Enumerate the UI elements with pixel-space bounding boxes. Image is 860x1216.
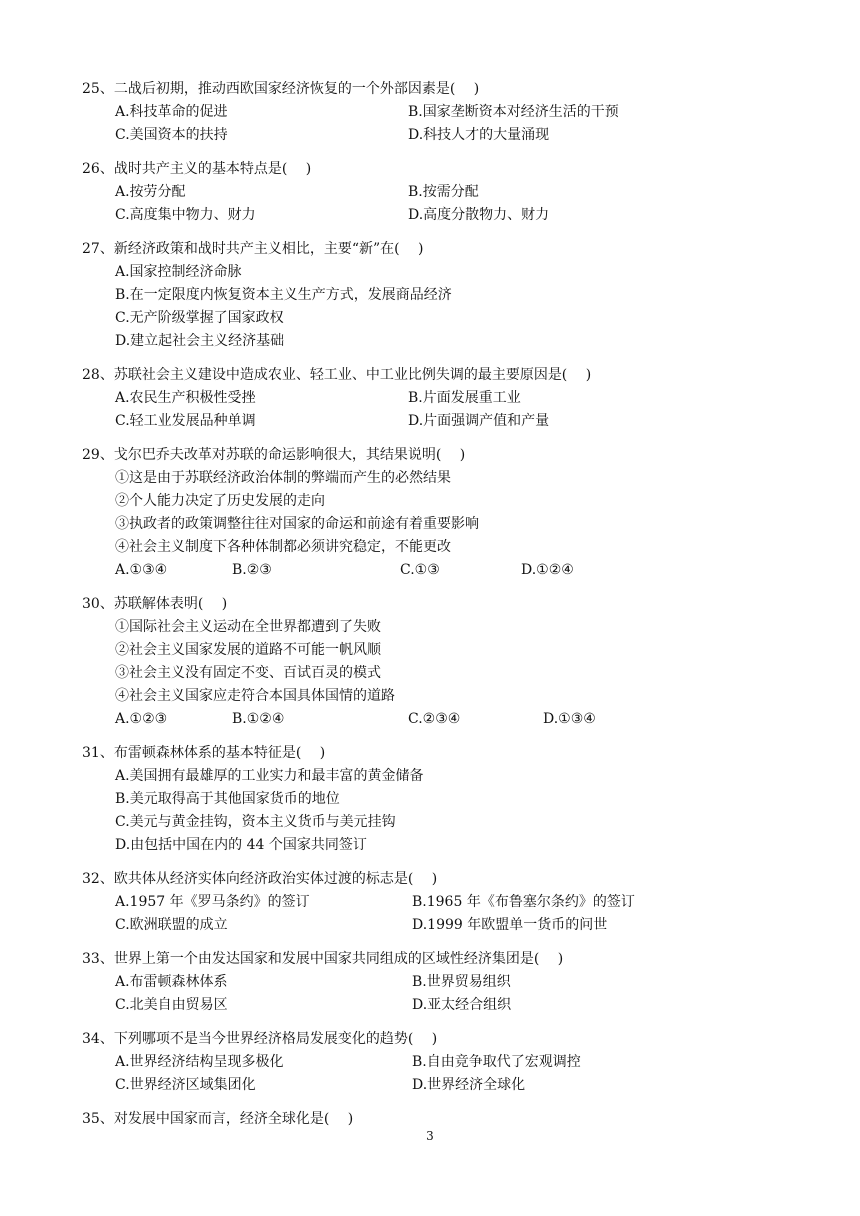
option-c: C.北美自由贸易区 — [115, 997, 228, 1013]
option-d: D.片面强调产值和产量 — [408, 413, 550, 429]
question-31 — [82, 742, 782, 857]
options-row — [82, 410, 782, 433]
question-list — [82, 78, 782, 1142]
option-c: C.世界经济区域集团化 — [115, 1077, 256, 1093]
question-stem: 28、苏联社会主义建设中造成农业、轻工业、中工业比例失调的最主要原因是( ) — [82, 367, 592, 383]
question-29 — [82, 444, 782, 582]
option-a: A.①②③ — [115, 711, 168, 727]
option-c: C.①③ — [400, 562, 440, 578]
question-26 — [82, 158, 782, 227]
statement-2: ②社会主义国家发展的道路不可能一帆风顺 — [115, 642, 381, 658]
option-d: D.科技人才的大量涌现 — [408, 127, 550, 143]
statement-3: ③执政者的政策调整往往对国家的命运和前途有着重要影响 — [115, 516, 479, 532]
options-row — [82, 124, 782, 147]
option-d: D.①③④ — [543, 711, 596, 727]
question-stem: 26、战时共产主义的基本特点是( ) — [82, 161, 312, 177]
options-row — [82, 559, 782, 582]
option-a: A.按劳分配 — [115, 184, 186, 200]
option-d: D.世界经济全球化 — [412, 1077, 526, 1093]
options-row — [82, 914, 782, 937]
options-row — [82, 891, 782, 914]
option-a: A.科技革命的促进 — [115, 104, 228, 120]
statement-2: ②个人能力决定了历史发展的走向 — [115, 493, 325, 509]
option-b: B.世界贸易组织 — [412, 974, 511, 990]
option-b: B.片面发展重工业 — [408, 390, 521, 406]
options-row — [82, 1074, 782, 1097]
option-c: C.无产阶级掌握了国家政权 — [115, 310, 284, 326]
question-stem: 29、戈尔巴乔夫改革对苏联的命运影响很大，其结果说明( ) — [82, 447, 466, 463]
options-row — [82, 204, 782, 227]
options-row — [82, 1051, 782, 1074]
option-b: B.在一定限度内恢复资本主义生产方式，发展商品经济 — [115, 287, 452, 303]
statement-4: ④社会主义国家应走符合本国具体国情的道路 — [115, 688, 395, 704]
option-d: D.①②④ — [521, 562, 574, 578]
option-a: A.农民生产积极性受挫 — [115, 390, 256, 406]
options-row — [82, 387, 782, 410]
page-number: 3 — [426, 1129, 434, 1143]
question-28 — [82, 364, 782, 433]
question-32 — [82, 868, 782, 937]
question-stem: 25、二战后初期，推动西欧国家经济恢复的一个外部因素是( ) — [82, 81, 480, 97]
statement-1: ①这是由于苏联经济政治体制的弊端而产生的必然结果 — [115, 470, 451, 486]
option-d: D.1999 年欧盟单一货币的问世 — [412, 917, 608, 933]
options-row — [82, 971, 782, 994]
option-a: A.美国拥有最雄厚的工业实力和最丰富的黄金储备 — [115, 768, 424, 784]
question-25 — [82, 78, 782, 147]
question-34 — [82, 1028, 782, 1097]
option-a: A.1957 年《罗马条约》的签订 — [115, 894, 310, 910]
option-c: C.高度集中物力、财力 — [115, 207, 256, 223]
option-c: C.欧洲联盟的成立 — [115, 917, 228, 933]
option-d: D.亚太经合组织 — [412, 997, 512, 1013]
option-d: D.由包括中国在内的 44 个国家共同签订 — [115, 837, 367, 853]
statement-1: ①国际社会主义运动在全世界都遭到了失败 — [115, 619, 381, 635]
option-a: A.国家控制经济命脉 — [115, 264, 242, 280]
option-b: B.①②④ — [232, 711, 285, 727]
option-b: B.②③ — [232, 562, 272, 578]
question-stem: 33、世界上第一个由发达国家和发展中国家共同组成的区域性经济集团是( ) — [82, 951, 564, 967]
option-d: D.建立起社会主义经济基础 — [115, 333, 285, 349]
question-stem: 30、苏联解体表明( ) — [82, 596, 228, 612]
question-stem: 27、新经济政策和战时共产主义相比，主要“新”在( ) — [82, 241, 424, 257]
option-b: B.按需分配 — [408, 184, 479, 200]
option-d: D.高度分散物力、财力 — [408, 207, 550, 223]
option-b: B.国家垄断资本对经济生活的干预 — [408, 104, 619, 120]
option-c: C.美国资本的扶持 — [115, 127, 228, 143]
option-a: A.布雷顿森林体系 — [115, 974, 228, 990]
option-a: A.世界经济结构呈现多极化 — [115, 1054, 284, 1070]
option-b: B.自由竞争取代了宏观调控 — [412, 1054, 581, 1070]
option-b: B.美元取得高于其他国家货币的地位 — [115, 791, 340, 807]
option-a: A.①③④ — [115, 562, 168, 578]
question-stem: 34、下列哪项不是当今世界经济格局发展变化的趋势( ) — [82, 1031, 438, 1047]
option-b: B.1965 年《布鲁塞尔条约》的签订 — [412, 894, 635, 910]
statement-3: ③社会主义没有固定不变、百试百灵的模式 — [115, 665, 381, 681]
option-c: C.美元与黄金挂钩，资本主义货币与美元挂钩 — [115, 814, 396, 830]
options-row — [82, 994, 782, 1017]
question-stem: 32、欧共体从经济实体向经济政治实体过渡的标志是( ) — [82, 871, 438, 887]
question-27 — [82, 238, 782, 353]
question-33 — [82, 948, 782, 1017]
options-row — [82, 181, 782, 204]
option-c: C.②③④ — [408, 711, 461, 727]
question-stem: 35、对发展中国家而言，经济全球化是( ) — [82, 1111, 354, 1127]
question-stem: 31、布雷顿森林体系的基本特征是( ) — [82, 745, 326, 761]
options-row — [82, 708, 782, 731]
options-row — [82, 101, 782, 124]
option-c: C.轻工业发展品种单调 — [115, 413, 256, 429]
statement-4: ④社会主义制度下各种体制都必须讲究稳定，不能更改 — [115, 539, 451, 555]
question-30 — [82, 593, 782, 731]
